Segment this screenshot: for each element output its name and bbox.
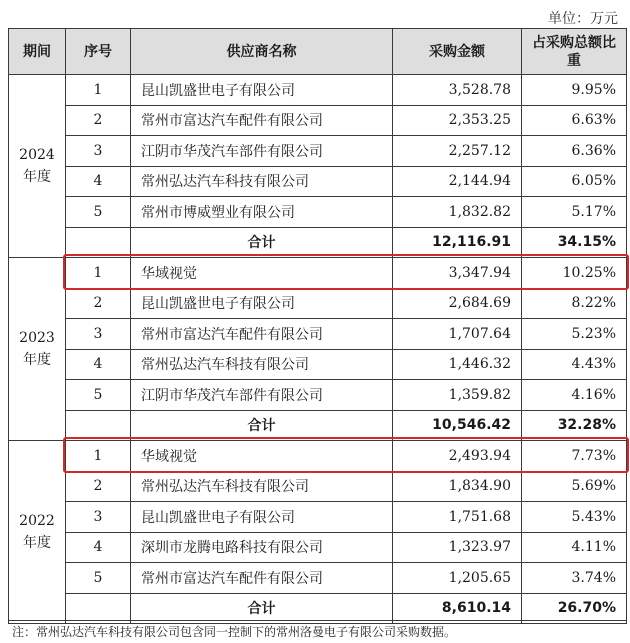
row-no: 3 <box>66 136 131 167</box>
purchase-ratio: 4.11% <box>522 532 627 563</box>
table-row <box>9 105 627 136</box>
header-ratio: 占采购总额比重 <box>522 29 627 75</box>
purchase-amount: 1,832.82 <box>393 197 522 228</box>
total-row <box>9 593 627 624</box>
total-row <box>9 410 627 441</box>
table-row <box>9 166 627 197</box>
supplier-name: 昆山凯盛世电子有限公司 <box>131 288 393 319</box>
period-cell <box>9 258 66 441</box>
supplier-name: 江阴市华茂汽车部件有限公司 <box>131 136 393 167</box>
purchase-ratio: 10.25% <box>522 258 627 289</box>
table-row <box>9 319 627 350</box>
purchase-amount: 1,323.97 <box>393 532 522 563</box>
total-amount: 10,546.42 <box>393 410 522 441</box>
period-cell <box>9 441 66 624</box>
table-row <box>9 349 627 380</box>
total-amount: 8,610.14 <box>393 593 522 624</box>
purchase-amount: 1,205.65 <box>393 563 522 594</box>
supplier-table <box>8 28 627 624</box>
total-blank-cell <box>66 410 131 441</box>
period-text: 2024 <box>19 147 55 163</box>
table-row <box>9 471 627 502</box>
purchase-amount: 1,707.64 <box>393 319 522 350</box>
header-row <box>9 29 627 75</box>
total-ratio: 26.70% <box>522 593 627 624</box>
supplier-name: 江阴市华茂汽车部件有限公司 <box>131 380 393 411</box>
total-blank-cell <box>66 227 131 258</box>
period-text: 年度 <box>23 352 51 368</box>
period-text: 2023 <box>19 330 55 346</box>
row-no: 4 <box>66 166 131 197</box>
purchase-amount: 1,834.90 <box>393 471 522 502</box>
table-row <box>9 380 627 411</box>
purchase-amount: 2,353.25 <box>393 105 522 136</box>
purchase-ratio: 6.05% <box>522 166 627 197</box>
purchase-ratio: 4.16% <box>522 380 627 411</box>
supplier-name: 华域视觉 <box>131 258 393 289</box>
purchase-ratio: 6.63% <box>522 105 627 136</box>
total-label: 合计 <box>131 227 393 258</box>
total-ratio: 34.15% <box>522 227 627 258</box>
supplier-name: 常州市富达汽车配件有限公司 <box>131 319 393 350</box>
row-no: 1 <box>66 258 131 289</box>
total-amount: 12,116.91 <box>393 227 522 258</box>
row-no: 5 <box>66 563 131 594</box>
row-no: 2 <box>66 288 131 319</box>
total-blank-cell <box>66 593 131 624</box>
row-no: 2 <box>66 105 131 136</box>
supplier-name: 昆山凯盛世电子有限公司 <box>131 502 393 533</box>
purchase-ratio: 4.43% <box>522 349 627 380</box>
header-amount: 采购金额 <box>393 29 522 75</box>
table-row <box>9 532 627 563</box>
purchase-ratio: 7.73% <box>522 441 627 472</box>
table-row <box>9 258 627 289</box>
supplier-name: 常州弘达汽车科技有限公司 <box>131 166 393 197</box>
purchase-ratio: 3.74% <box>522 563 627 594</box>
supplier-name: 常州市富达汽车配件有限公司 <box>131 563 393 594</box>
purchase-amount: 2,493.94 <box>393 441 522 472</box>
total-label: 合计 <box>131 593 393 624</box>
table-body <box>9 75 627 624</box>
purchase-amount: 1,359.82 <box>393 380 522 411</box>
purchase-ratio: 9.95% <box>522 75 627 106</box>
supplier-name: 常州弘达汽车科技有限公司 <box>131 471 393 502</box>
header-no: 序号 <box>66 29 131 75</box>
row-no: 3 <box>66 502 131 533</box>
table-row <box>9 441 627 472</box>
purchase-amount: 3,528.78 <box>393 75 522 106</box>
footnote: 注：常州弘达汽车科技有限公司包含同一控制下的常州洛曼电子有限公司采购数据。 <box>8 620 626 642</box>
header-supplier: 供应商名称 <box>131 29 393 75</box>
period-text: 年度 <box>23 169 51 185</box>
purchase-amount: 2,257.12 <box>393 136 522 167</box>
period-cell <box>9 75 66 258</box>
purchase-amount: 2,144.94 <box>393 166 522 197</box>
row-no: 3 <box>66 319 131 350</box>
purchase-ratio: 6.36% <box>522 136 627 167</box>
row-no: 5 <box>66 380 131 411</box>
purchase-amount: 3,347.94 <box>393 258 522 289</box>
purchase-ratio: 5.17% <box>522 197 627 228</box>
unit-label: 单位：万元 <box>548 11 618 27</box>
table-row <box>9 563 627 594</box>
period-text: 2022 <box>19 513 55 529</box>
purchase-amount: 2,684.69 <box>393 288 522 319</box>
supplier-name: 常州市博威塑业有限公司 <box>131 197 393 228</box>
period-text: 年度 <box>23 535 51 551</box>
purchase-amount: 1,751.68 <box>393 502 522 533</box>
row-no: 1 <box>66 441 131 472</box>
supplier-name: 常州市富达汽车配件有限公司 <box>131 105 393 136</box>
supplier-name: 深圳市龙腾电路科技有限公司 <box>131 532 393 563</box>
purchase-amount: 1,446.32 <box>393 349 522 380</box>
row-no: 4 <box>66 532 131 563</box>
table-row <box>9 75 627 106</box>
table-row <box>9 288 627 319</box>
table-row <box>9 136 627 167</box>
purchase-ratio: 8.22% <box>522 288 627 319</box>
table-row <box>9 197 627 228</box>
row-no: 4 <box>66 349 131 380</box>
supplier-name: 昆山凯盛世电子有限公司 <box>131 75 393 106</box>
supplier-name: 常州弘达汽车科技有限公司 <box>131 349 393 380</box>
purchase-ratio: 5.69% <box>522 471 627 502</box>
purchase-ratio: 5.43% <box>522 502 627 533</box>
row-no: 2 <box>66 471 131 502</box>
supplier-name: 华域视觉 <box>131 441 393 472</box>
total-ratio: 32.28% <box>522 410 627 441</box>
row-no: 5 <box>66 197 131 228</box>
purchase-ratio: 5.23% <box>522 319 627 350</box>
header-period: 期间 <box>9 29 66 75</box>
table-row <box>9 502 627 533</box>
row-no: 1 <box>66 75 131 106</box>
total-label: 合计 <box>131 410 393 441</box>
total-row <box>9 227 627 258</box>
